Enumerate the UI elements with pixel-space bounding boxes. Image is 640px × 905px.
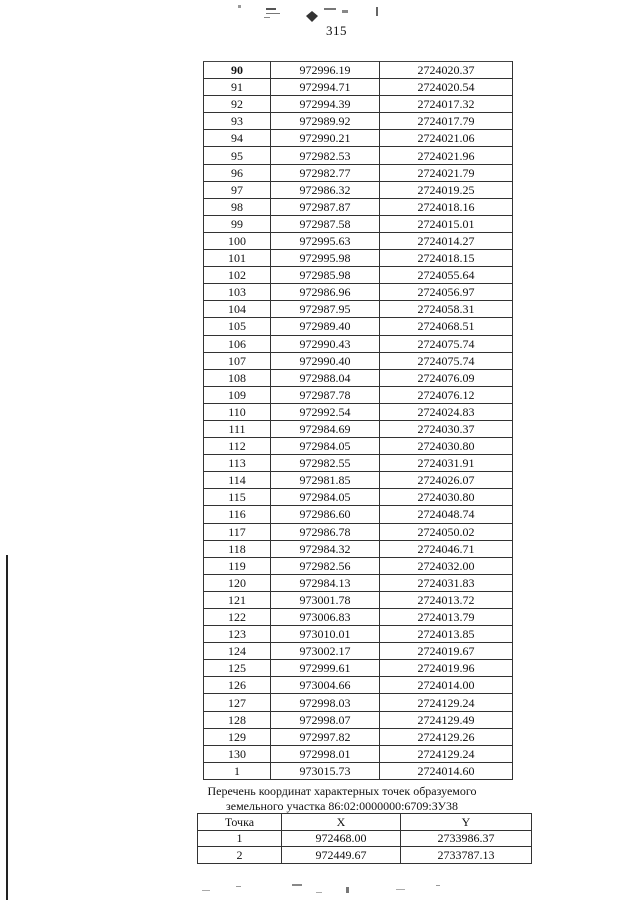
y-coordinate-cell: 2724014.27	[380, 232, 513, 249]
x-coordinate-cell: 972990.21	[271, 130, 380, 147]
table-row	[204, 420, 513, 437]
x-coordinate-cell: 972984.32	[271, 540, 380, 557]
point-number-cell: 116	[204, 506, 271, 523]
y-coordinate-cell: 2724020.37	[380, 62, 513, 79]
header-y: Y	[401, 814, 532, 831]
x-coordinate-cell: 972982.55	[271, 455, 380, 472]
table-row	[204, 267, 513, 284]
table-row	[204, 574, 513, 591]
table-row	[204, 301, 513, 318]
table-row	[204, 523, 513, 540]
point-number-cell: 107	[204, 352, 271, 369]
y-coordinate-cell: 2724058.31	[380, 301, 513, 318]
x-coordinate-cell: 972996.19	[271, 62, 380, 79]
table-row	[204, 694, 513, 711]
x-coordinate-cell: 973015.73	[271, 762, 380, 779]
table-row	[204, 62, 513, 79]
y-coordinate-cell: 2724046.71	[380, 540, 513, 557]
point-number-cell: 118	[204, 540, 271, 557]
y-coordinate-cell: 2724019.25	[380, 181, 513, 198]
table-row	[204, 113, 513, 130]
x-coordinate-cell: 972990.43	[271, 335, 380, 352]
point-number-cell: 94	[204, 130, 271, 147]
x-coordinate-cell: 972984.05	[271, 438, 380, 455]
y-coordinate-cell: 2724050.02	[380, 523, 513, 540]
table-row	[204, 660, 513, 677]
x-coordinate-cell: 972984.13	[271, 574, 380, 591]
y-coordinate-cell: 2724129.24	[380, 694, 513, 711]
point-number-cell: 110	[204, 403, 271, 420]
y-coordinate-cell: 2724129.24	[380, 745, 513, 762]
y-coordinate-cell: 2724076.12	[380, 386, 513, 403]
y-coordinate-cell: 2724019.96	[380, 660, 513, 677]
point-number-cell: 129	[204, 728, 271, 745]
y-coordinate-cell: 2724026.07	[380, 472, 513, 489]
table-row	[204, 369, 513, 386]
scan-artifact-top	[236, 2, 386, 26]
y-coordinate-cell: 2724076.09	[380, 369, 513, 386]
y-coordinate-cell: 2724019.67	[380, 643, 513, 660]
x-coordinate-cell: 973001.78	[271, 591, 380, 608]
point-number-cell: 112	[204, 438, 271, 455]
x-coordinate-cell: 972990.40	[271, 352, 380, 369]
table-row	[204, 79, 513, 96]
x-coordinate-cell: 972982.77	[271, 164, 380, 181]
point-number-cell: 126	[204, 677, 271, 694]
y-coordinate-cell: 2724013.85	[380, 626, 513, 643]
caption-line-2: земельного участка 86:02:0000000:6709:ЗУ38	[226, 799, 458, 813]
y-coordinate-cell: 2724020.54	[380, 79, 513, 96]
y-coordinate-cell: 2724014.00	[380, 677, 513, 694]
table-row	[204, 643, 513, 660]
table-row	[204, 232, 513, 249]
y-coordinate-cell: 2724056.97	[380, 284, 513, 301]
point-number-cell: 108	[204, 369, 271, 386]
y-coordinate-cell: 2724015.01	[380, 215, 513, 232]
y-coordinate-cell: 2733787.13	[401, 847, 532, 864]
header-point: Точка	[198, 814, 282, 831]
point-number-cell: 103	[204, 284, 271, 301]
x-coordinate-cell: 972999.61	[271, 660, 380, 677]
point-number-cell: 114	[204, 472, 271, 489]
table-row	[204, 472, 513, 489]
y-coordinate-cell: 2724024.83	[380, 403, 513, 420]
point-number-cell: 101	[204, 250, 271, 267]
x-coordinate-cell: 972994.71	[271, 79, 380, 96]
point-number-cell: 115	[204, 489, 271, 506]
table-row	[204, 335, 513, 352]
x-coordinate-cell: 972984.05	[271, 489, 380, 506]
table-row	[204, 677, 513, 694]
table-row	[204, 745, 513, 762]
x-coordinate-cell: 972998.01	[271, 745, 380, 762]
table-row	[204, 198, 513, 215]
point-number-cell: 90	[204, 62, 271, 79]
x-coordinate-cell: 972995.63	[271, 232, 380, 249]
point-number-cell: 95	[204, 147, 271, 164]
x-coordinate-cell: 972984.69	[271, 420, 380, 437]
y-coordinate-cell: 2724013.72	[380, 591, 513, 608]
table-row	[204, 96, 513, 113]
y-coordinate-cell: 2724021.79	[380, 164, 513, 181]
point-number-cell: 124	[204, 643, 271, 660]
table-row	[204, 164, 513, 181]
x-coordinate-cell: 972982.56	[271, 557, 380, 574]
y-coordinate-cell: 2724048.74	[380, 506, 513, 523]
y-coordinate-cell: 2724014.60	[380, 762, 513, 779]
point-number-cell: 120	[204, 574, 271, 591]
header-x: X	[282, 814, 401, 831]
table-row	[198, 847, 532, 864]
point-number-cell: 128	[204, 711, 271, 728]
x-coordinate-cell: 972986.78	[271, 523, 380, 540]
table-row	[204, 557, 513, 574]
point-number-cell: 1	[198, 830, 282, 847]
y-coordinate-cell: 2724075.74	[380, 335, 513, 352]
x-coordinate-cell: 973010.01	[271, 626, 380, 643]
table-row	[204, 438, 513, 455]
y-coordinate-cell: 2724017.79	[380, 113, 513, 130]
point-number-cell: 105	[204, 318, 271, 335]
y-coordinate-cell: 2724075.74	[380, 352, 513, 369]
point-number-cell: 109	[204, 386, 271, 403]
y-coordinate-cell: 2724021.96	[380, 147, 513, 164]
table-row	[204, 728, 513, 745]
x-coordinate-cell: 972989.92	[271, 113, 380, 130]
new-parcel-table	[197, 813, 532, 864]
y-coordinate-cell: 2724018.16	[380, 198, 513, 215]
point-number-cell: 106	[204, 335, 271, 352]
y-coordinate-cell: 2724068.51	[380, 318, 513, 335]
point-number-cell: 119	[204, 557, 271, 574]
x-coordinate-cell: 972997.82	[271, 728, 380, 745]
point-number-cell: 97	[204, 181, 271, 198]
table-row	[204, 455, 513, 472]
table-row	[204, 403, 513, 420]
x-coordinate-cell: 972986.96	[271, 284, 380, 301]
point-number-cell: 98	[204, 198, 271, 215]
y-coordinate-cell: 2724030.80	[380, 438, 513, 455]
point-number-cell: 2	[198, 847, 282, 864]
x-coordinate-cell: 972981.85	[271, 472, 380, 489]
point-number-cell: 123	[204, 626, 271, 643]
x-coordinate-cell: 972986.32	[271, 181, 380, 198]
x-coordinate-cell: 972987.87	[271, 198, 380, 215]
x-coordinate-cell: 973002.17	[271, 643, 380, 660]
caption-line-1: Перечень координат характерных точек образуемого	[207, 784, 477, 798]
x-coordinate-cell: 972989.40	[271, 318, 380, 335]
page-number: 315	[326, 23, 347, 38]
point-number-cell: 91	[204, 79, 271, 96]
x-coordinate-cell: 972994.39	[271, 96, 380, 113]
y-coordinate-cell: 2724032.00	[380, 557, 513, 574]
point-number-cell: 111	[204, 420, 271, 437]
y-coordinate-cell: 2724055.64	[380, 267, 513, 284]
new-parcel-table-header	[198, 814, 532, 831]
table-row	[204, 506, 513, 523]
point-number-cell: 100	[204, 232, 271, 249]
x-coordinate-cell: 972998.03	[271, 694, 380, 711]
y-coordinate-cell: 2724021.06	[380, 130, 513, 147]
point-number-cell: 122	[204, 609, 271, 626]
point-number-cell: 93	[204, 113, 271, 130]
point-number-cell: 104	[204, 301, 271, 318]
x-coordinate-cell: 972986.60	[271, 506, 380, 523]
table-row	[204, 711, 513, 728]
y-coordinate-cell: 2724017.32	[380, 96, 513, 113]
table-row	[204, 284, 513, 301]
x-coordinate-cell: 972468.00	[282, 830, 401, 847]
table-row	[204, 352, 513, 369]
point-number-cell: 117	[204, 523, 271, 540]
scan-edge-line	[6, 555, 8, 900]
point-number-cell: 99	[204, 215, 271, 232]
point-number-cell: 125	[204, 660, 271, 677]
table-row	[204, 318, 513, 335]
point-number-cell: 92	[204, 96, 271, 113]
y-coordinate-cell: 2724030.37	[380, 420, 513, 437]
table-row	[204, 626, 513, 643]
y-coordinate-cell: 2724129.49	[380, 711, 513, 728]
y-coordinate-cell: 2724031.83	[380, 574, 513, 591]
table-row	[204, 386, 513, 403]
x-coordinate-cell: 973004.66	[271, 677, 380, 694]
point-number-cell: 96	[204, 164, 271, 181]
x-coordinate-cell: 972998.07	[271, 711, 380, 728]
x-coordinate-cell: 972987.58	[271, 215, 380, 232]
x-coordinate-cell: 972987.95	[271, 301, 380, 318]
x-coordinate-cell: 972982.53	[271, 147, 380, 164]
x-coordinate-cell: 972988.04	[271, 369, 380, 386]
point-number-cell: 113	[204, 455, 271, 472]
y-coordinate-cell: 2724031.91	[380, 455, 513, 472]
x-coordinate-cell: 973006.83	[271, 609, 380, 626]
table-row	[204, 181, 513, 198]
x-coordinate-cell: 972985.98	[271, 267, 380, 284]
table-row	[204, 489, 513, 506]
point-number-cell: 121	[204, 591, 271, 608]
new-parcel-caption	[182, 784, 502, 814]
x-coordinate-cell: 972995.98	[271, 250, 380, 267]
y-coordinate-cell: 2724018.15	[380, 250, 513, 267]
coordinates-table	[203, 61, 513, 780]
y-coordinate-cell: 2724030.80	[380, 489, 513, 506]
table-row	[204, 609, 513, 626]
table-row	[204, 250, 513, 267]
point-number-cell: 1	[204, 762, 271, 779]
point-number-cell: 127	[204, 694, 271, 711]
x-coordinate-cell: 972987.78	[271, 386, 380, 403]
table-row	[204, 147, 513, 164]
x-coordinate-cell: 972449.67	[282, 847, 401, 864]
point-number-cell: 130	[204, 745, 271, 762]
table-row	[204, 591, 513, 608]
y-coordinate-cell: 2724129.26	[380, 728, 513, 745]
table-row	[204, 130, 513, 147]
x-coordinate-cell: 972992.54	[271, 403, 380, 420]
scan-artifact-bottom	[196, 878, 466, 900]
table-row	[198, 830, 532, 847]
point-number-cell: 102	[204, 267, 271, 284]
table-row	[204, 540, 513, 557]
y-coordinate-cell: 2733986.37	[401, 830, 532, 847]
table-row	[204, 215, 513, 232]
y-coordinate-cell: 2724013.79	[380, 609, 513, 626]
table-row	[204, 762, 513, 779]
